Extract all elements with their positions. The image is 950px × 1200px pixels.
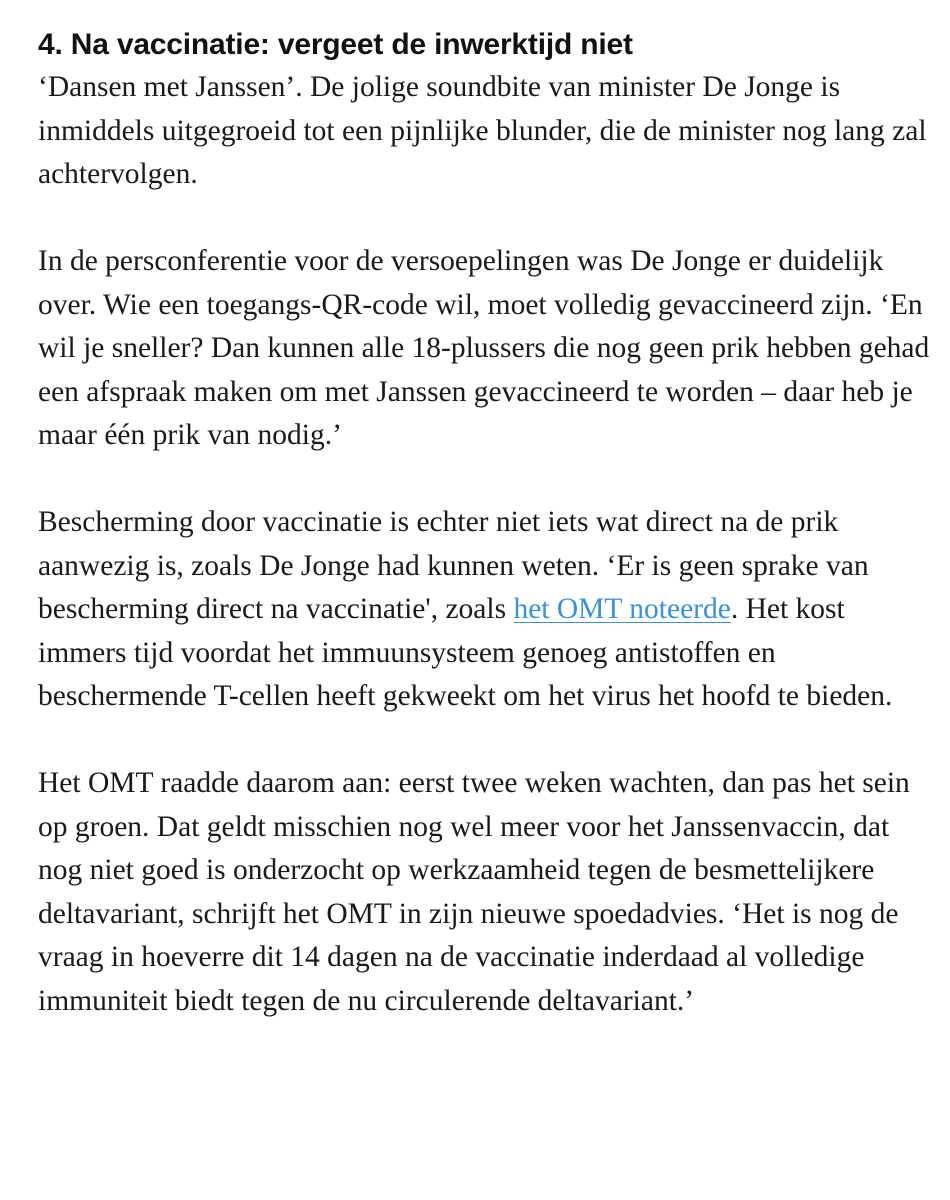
article-body [38,24,938,1023]
omt-noteerde-link[interactable]: het OMT noteerde [513,593,731,625]
paragraph-dansen-met-janssen: ‘Dansen met Janssen’. De jolige soundbite van minister De Jonge is inmiddels uitgegroeid tot een pijnlijke blunder, die de minister nog lang zal achtervolgen. [38,71,927,190]
paragraph-bescherming-text-before: Bescherming door vaccinatie is echter niet iets wat direct na de prik aanwezig is, zoals De Jonge had kunnen weten. ‘Er is geen sprake van bescherming direct na vaccinatie', zoals [38,506,869,625]
paragraph-bescherming-text-after: . Het kost immers tijd voordat het immuunsysteem genoeg antistoffen en beschermende T-cellen heeft gekweekt om het virus het hoofd te bieden. [38,593,893,712]
paragraph-bescherming [38,501,938,719]
section-heading: 4. Na vaccinatie: vergeet de inwerktijd niet [38,28,633,61]
paragraph-persconferentie: In de persconferentie voor de versoepelingen was De Jonge er duidelijk over. Wie een toegangs-QR-code wil, moet volledig gevaccineerd zijn. ‘En wil je sneller? Dan kunnen alle 18-plussers die nog geen prik hebben gehad een afspraak maken om met Janssen gevaccineerd te worden – daar heb je maar één prik van nodig.’ [38,245,930,451]
paragraph-omt-advies: Het OMT raadde daarom aan: eerst twee weken wachten, dan pas het sein op groen. Dat geldt misschien nog wel meer voor het Janssenvaccin, dat nog niet goed is onderzocht op werkzaamheid tegen de besmettelijkere deltavariant, schrijft het OMT in zijn nieuwe spoedadvies. ‘Het is nog de vraag in hoeverre dit 14 dagen na de vaccinatie inderdaad al volledige immuniteit biedt tegen de nu circulerende deltavariant.’ [38,767,910,1017]
